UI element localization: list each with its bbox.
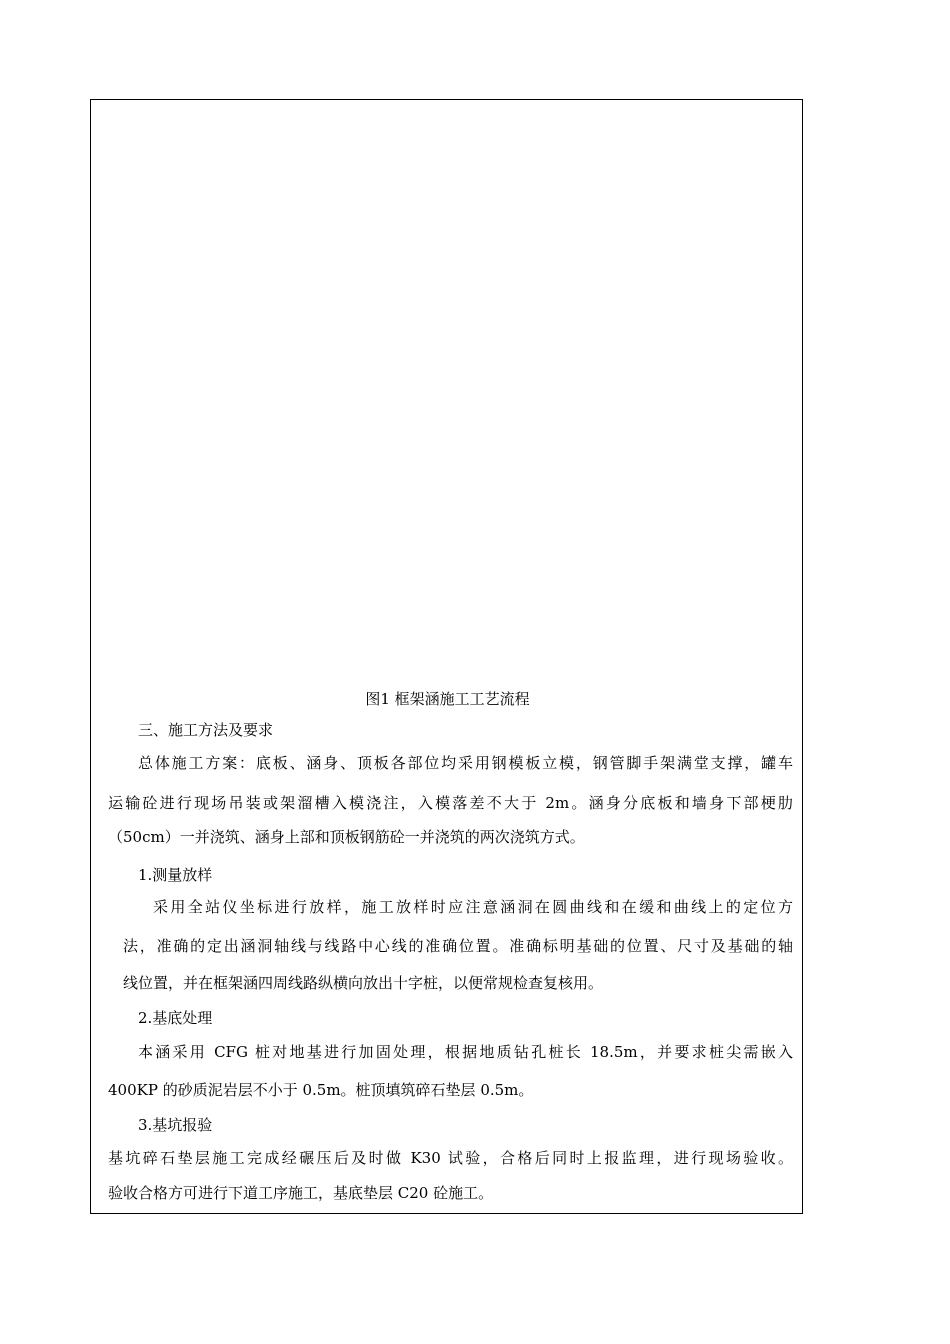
intro-line: 运输砼进行现场吊装或架溜槽入模浇注，入模落差不大于 2m。涵身分底板和墙身下部梗肋: [108, 794, 793, 812]
subsection-heading: 3.基坑报验: [138, 1116, 213, 1134]
document-frame: [90, 99, 803, 1214]
subsection-line: 法，准确的定出涵洞轴线与线路中心线的准确位置。准确标明基础的位置、尺寸及基础的轴: [123, 937, 793, 955]
subsection-line: 本涵采用 CFG 桩对地基进行加固处理，根据地质钻孔桩长 18.5m，并要求桩尖需嵌入: [138, 1043, 793, 1061]
subsection-heading: 2.基底处理: [138, 1009, 213, 1027]
figure-caption: 图1 框架涵施工工艺流程: [365, 690, 530, 708]
subsection-line: 基坑碎石垫层施工完成经碾压后及时做 K30 试验，合格后同时上报监理，进行现场验收。: [108, 1149, 793, 1167]
subsection-heading: 1.测量放样: [138, 866, 213, 884]
section-heading: 三、施工方法及要求: [138, 721, 274, 739]
intro-line: （50cm）一并浇筑、涵身上部和顶板钢筋砼一并浇筑的两次浇筑方式。: [108, 828, 585, 846]
intro-line: 总体施工方案：底板、涵身、顶板各部位均采用钢模板立模，钢管脚手架满堂支撑，罐车: [138, 754, 793, 772]
subsection-line: 采用全站仪坐标进行放样，施工放样时应注意涵洞在圆曲线和在缓和曲线上的定位方: [153, 898, 793, 916]
subsection-line: 线位置，并在框架涵四周线路纵横向放出十字桩，以便常规检查复核用。: [123, 974, 604, 992]
subsection-line: 400KP 的砂质泥岩层不小于 0.5m。桩顶填筑碎石垫层 0.5m。: [108, 1081, 534, 1099]
subsection-line: 验收合格方可进行下道工序施工，基底垫层 C20 砼施工。: [108, 1184, 494, 1202]
